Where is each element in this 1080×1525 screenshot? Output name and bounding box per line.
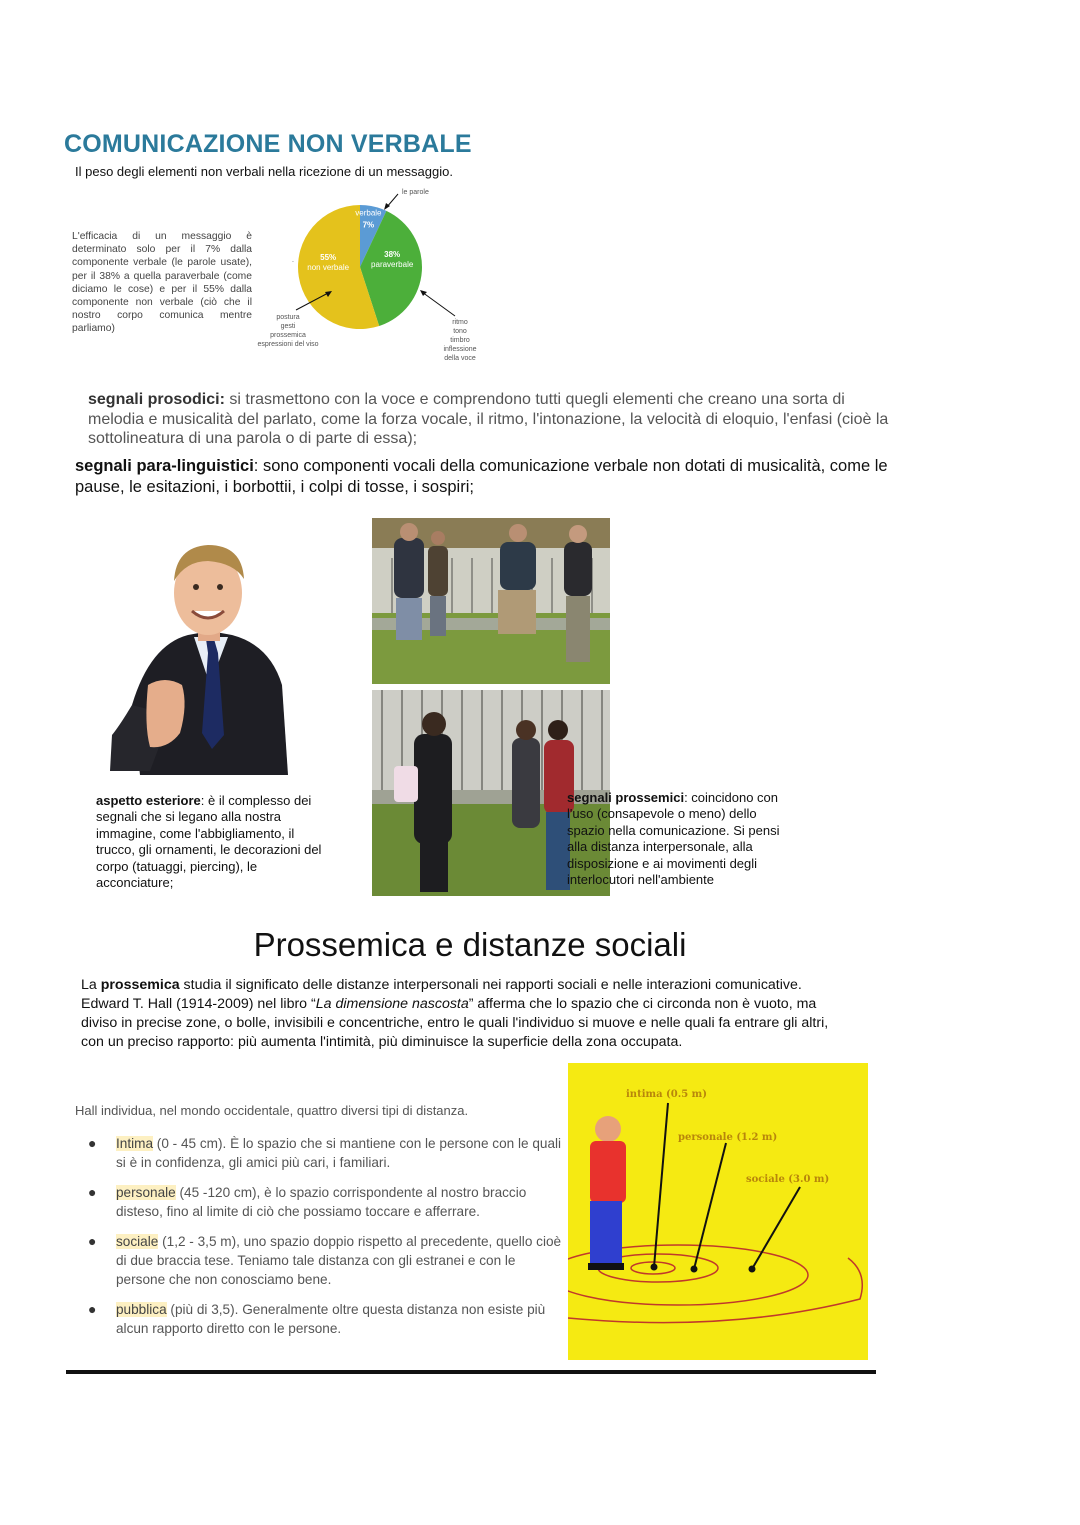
list-item-personale: ● personale (45 -120 cm), è lo spazio corrispondente al nostro braccio disteso, fino al limite di ciò che possiamo toccare e afferrare. (88, 1184, 527, 1219)
anno-paraverbale-line: della voce (444, 355, 476, 362)
anno-nonverbale-line: gesti (280, 323, 296, 330)
pie-value-non-verbale: 55% (320, 253, 337, 263)
anno-nonverbale-line: espressioni del viso (257, 341, 319, 348)
paralinguistici-paragraph (75, 456, 895, 498)
pie-label-non-verbale: non verbale (307, 263, 350, 273)
anno-nonverbale-line: prossemica (270, 332, 306, 339)
term-personale: personale (116, 1185, 176, 1200)
book-title: La dimensione nascosta (315, 996, 469, 1012)
prosodici-text: si trasmettono con la voce e comprendono tutti quegli elementi che creano una sorta di melodia e musicalità del parlato, come la forza vocale, il ritmo, l'intonazione, la velocità di eloquio, l'enfasi (cioè la sottolineatura di una parola o di parte di essa); (88, 391, 889, 448)
section-heading: Prossemica e distanze sociali (253, 926, 687, 963)
page-title: COMUNICAZIONE NON VERBALE (64, 130, 472, 158)
annotation-le-parole: le parole (402, 189, 429, 196)
arrow-paraverbale (422, 292, 455, 316)
anno-nonverbale-line: postura (276, 314, 300, 321)
prossemici-text: : coincidono con l'uso (consapevole o meno) dello spazio nella comunicazione. Si pensi alla distanza interpersonale, alla disposizione e ai movimenti degli interlocutori nell'ambiente (567, 790, 780, 888)
annotation-non-verbale (257, 314, 318, 348)
paralinguistici-term: segnali para-linguistici (75, 457, 254, 475)
label-personale: personale (1.2 m) (678, 1132, 778, 1143)
term-sociale: sociale (116, 1234, 159, 1249)
page-subtitle: Il peso degli elementi non verbali nella ricezione di un messaggio. (75, 164, 453, 179)
paralinguistici-text: : sono componenti vocali della comunicazione verbale non dotati di musicalità, come le pause, le esitazioni, i borbottii, i colpi di tosse, i sospiri; (75, 457, 888, 496)
aspetto-term: aspetto esteriore (96, 793, 201, 808)
businessman-photo (110, 535, 292, 775)
aspetto-text: : è il complesso dei segnali che si legano alla nostra immagine, come l'abbigliamento, il trucco, gli ornamenti, le decorazioni del corpo (tatuaggi, piercing), le acconciature; (96, 793, 322, 891)
term-pubblica: pubblica (116, 1302, 167, 1317)
prosodici-term: segnali prosodici: (88, 391, 225, 408)
group-photo-1 (372, 518, 610, 684)
list-item-pubblica: ● pubblica (più di 3,5). Generalmente oltre questa distanza non esiste più alcun rapporto diretto con le persone. (88, 1301, 546, 1336)
pie-label-verbale: verbale (355, 208, 382, 218)
label-sociale: sociale (3.0 m) (746, 1174, 830, 1185)
prossemica-paragraph: La prossemica studia il significato delle distanze interpersonali nei rapporti sociali e nelle interazioni comunicative. Edward T. Hall (1914-2009) nel libro “La dimensione nascosta” afferma che lo spazio che ci circonda non è vuoto, ma diviso in precise zone, o bolle, invisibili e concentriche, entro le quali l'individuo si muove e nelle quali fa entrare gli altri, con un preciso rapporto: più aumenta l'intimità, più diminuisce la superficie della zona occupata. (81, 977, 829, 1050)
hall-intro: Hall individua, nel mondo occidentale, quattro diversi tipi di distanza. (75, 1103, 469, 1118)
proxemics-distance-figure (568, 1063, 868, 1360)
anno-paraverbale-line: timbro (450, 337, 470, 344)
annotation-paraverbale (443, 319, 476, 362)
list-item-sociale: ● sociale (1,2 - 3,5 m), uno spazio doppio rispetto al precedente, quello cioè di due braccia tese. Teniamo tale distanza con gli estranei e con le persone che non conosciamo bene. (88, 1233, 562, 1287)
label-intima: intima (0.5 m) (626, 1089, 707, 1100)
prosodici-paragraph (88, 390, 898, 449)
list-item-intima: ● Intima (0 - 45 cm). È lo spazio che si mantiene con le persone con le quali si è in confidenza, gli amici più cari, i familiari. (88, 1135, 562, 1170)
term-intima: Intima (116, 1136, 154, 1151)
bottom-divider (66, 1370, 876, 1374)
pie-value-paraverbale: 38% (384, 250, 401, 260)
communication-pie-chart (250, 182, 500, 367)
anno-paraverbale-line: tono (453, 328, 467, 335)
prossemici-paragraph (567, 790, 795, 888)
pie-label-paraverbale: paraverbale (371, 260, 414, 270)
svg-text:.: . (292, 257, 294, 264)
anno-paraverbale-line: inflessione (443, 346, 477, 353)
aspetto-paragraph (96, 793, 332, 891)
anno-paraverbale-line: ritmo (452, 319, 468, 326)
distance-list (88, 1134, 568, 1349)
prossemica-term: prossemica (100, 977, 180, 993)
prossemici-term: segnali prossemici (567, 790, 685, 805)
pie-value-verbale: 7% (362, 220, 375, 230)
intro-paragraph: L'efficacia di un messaggio è determinato solo per il 7% dalla componente verbale (le parole usate), per il 38% a quella paraverbale (come diciamo le cose) e per il 55% dalla componente non verbale (ciò che il nostro corpo comunica mentre parliamo) (72, 231, 252, 335)
